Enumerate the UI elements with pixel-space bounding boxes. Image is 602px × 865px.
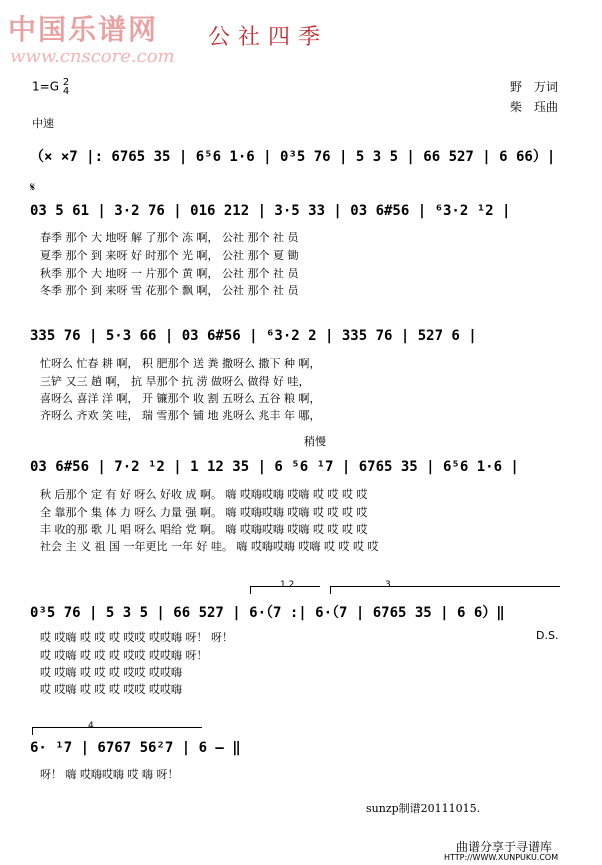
- time-numerator: 2: [62, 77, 70, 88]
- composer-credit: 柴 珏曲: [510, 100, 559, 114]
- time-denominator: 4: [62, 86, 70, 97]
- score-row-6: 6· ¹7 | 6767 56²7 | 6 – ‖: [30, 740, 241, 756]
- score-row-5: 0³5 76 | 5 3 5 | 66 527 | 6·（7 :| 6·（7 | 6765 35 | 6 6）‖: [30, 605, 505, 621]
- ds-mark: D.S.: [536, 629, 559, 642]
- share-url: HTTP://WWW.XUNPUKU.COM: [444, 853, 559, 862]
- ending-1-tick: [250, 586, 251, 594]
- rit-mark: 稍慢: [304, 435, 326, 448]
- ending-3-bracket: [32, 727, 202, 728]
- ending-1-label: 1.2: [280, 580, 295, 590]
- key-signature: [32, 78, 69, 96]
- lyric-b1-4: 冬季 那个 到 来呀 雪 花那个 飘 啊， 公社 那个 社 员: [40, 284, 299, 297]
- lyric-b3-4: 社会 主 义 祖 国 一年更比 一年 好 哇。 嗨 哎嗨哎嗨 哎嗨 哎 哎 哎 哎: [40, 540, 379, 553]
- score-row-2: 03 5 61 | 3·2 76 | 016 212 | 3·5 33 | 03 6#56 | ⁶3·2 ¹2 |: [30, 203, 511, 219]
- lyric-b2-2: 三铲 又三 趟 啊， 抗 旱那个 抗 涝 做呀么 做得 好 哇，: [40, 375, 310, 388]
- lyric-b4-4: 哎 哎嗨 哎 哎 哎 哎哎 哎哎嗨: [40, 683, 182, 696]
- lyric-b3-2: 全 靠那个 集 体 力 呀么 力量 强 啊。 嗨 哎嗨哎嗨 哎嗨 哎 哎 哎 哎: [40, 506, 368, 519]
- share-text: 曲谱分享于寻谱库: [456, 840, 553, 854]
- ending-2-bracket: [330, 586, 560, 587]
- lyric-b4-3: 哎 哎嗨 哎 哎 哎 哎哎 哎哎嗨: [40, 666, 182, 679]
- lyric-b1-3: 秋季 那个 大 地呀 一 片那个 黄 啊， 公社 那个 社 员: [40, 267, 299, 280]
- score-row-3: 335 76 | 5·3 66 | 03 6#56 | ⁶3·2 2 | 335 76 | 527 6 |: [30, 328, 477, 344]
- segno-icon: 𝄋: [30, 180, 36, 194]
- lyric-b4-1: 哎 哎嗨 哎 哎 哎 哎哎 哎哎嗨 呀！ 呀！: [40, 631, 233, 644]
- score-row-1: （× ×7 |: 6765 35 | 6⁵6 1·6 | 0³5 76 | 5 3 5 | 66 527 | 6 66）|: [30, 149, 556, 165]
- key-label: 1=G: [32, 79, 59, 94]
- lyricist-credit: 野 万词: [510, 80, 559, 94]
- lyric-b2-3: 喜呀么 喜洋 洋 啊， 开 镰那个 收 割 五呀么 五谷 粮 啊，: [40, 392, 321, 405]
- lyric-b1-2: 夏季 那个 到 来呀 好 时那个 光 啊， 公社 那个 夏 锄: [40, 249, 299, 262]
- lyric-b2-1: 忙呀么 忙春 耕 啊， 积 肥那个 送 粪 撒呀么 撒下 种 啊，: [40, 357, 321, 370]
- watermark-logo: 中国乐谱网: [8, 13, 159, 46]
- watermark-url: www.cnscore.com: [10, 46, 175, 67]
- lyric-b2-4: 齐呀么 齐欢 笑 哇， 瑞 雪那个 铺 地 兆呀么 兆丰 年 哪，: [40, 409, 321, 422]
- tempo-mark: 中速: [32, 117, 54, 130]
- lyric-final: 呀！ 嗨 哎嗨哎嗨 哎 嗨 呀！: [40, 768, 179, 781]
- lyric-b4-2: 哎 哎嗨 哎 哎 哎 哎哎 哎哎嗨 呀！: [40, 649, 208, 662]
- ending-2-tick: [330, 586, 331, 594]
- ending-3-label: 4: [88, 721, 94, 731]
- lyric-b3-3: 丰 收的那 歌 儿 唱 呀么 唱给 党 啊。 嗨 哎嗨哎嗨 哎嗨 哎 哎 哎 哎: [40, 523, 368, 536]
- song-title: 公社四季: [208, 25, 329, 50]
- maker-note: sunzp制谱20111015.: [366, 802, 481, 815]
- lyric-b3-1: 秋 后那个 定 有 好 呀么 好收 成 啊。 嗨 哎嗨哎嗨 哎嗨 哎 哎 哎 哎: [40, 488, 368, 501]
- lyric-b1-1: 春季 那个 大 地呀 解 了那个 冻 啊， 公社 那个 社 员: [40, 231, 299, 244]
- score-row-4: 03 6#56 | 7·2 ¹2 | 1 12 35 | 6 ⁵6 ¹7 | 6765 35 | 6⁵6 1·6 |: [30, 459, 519, 475]
- ending-3-tick: [32, 727, 33, 735]
- time-signature: [63, 78, 69, 96]
- ending-2-label: 3: [385, 580, 391, 590]
